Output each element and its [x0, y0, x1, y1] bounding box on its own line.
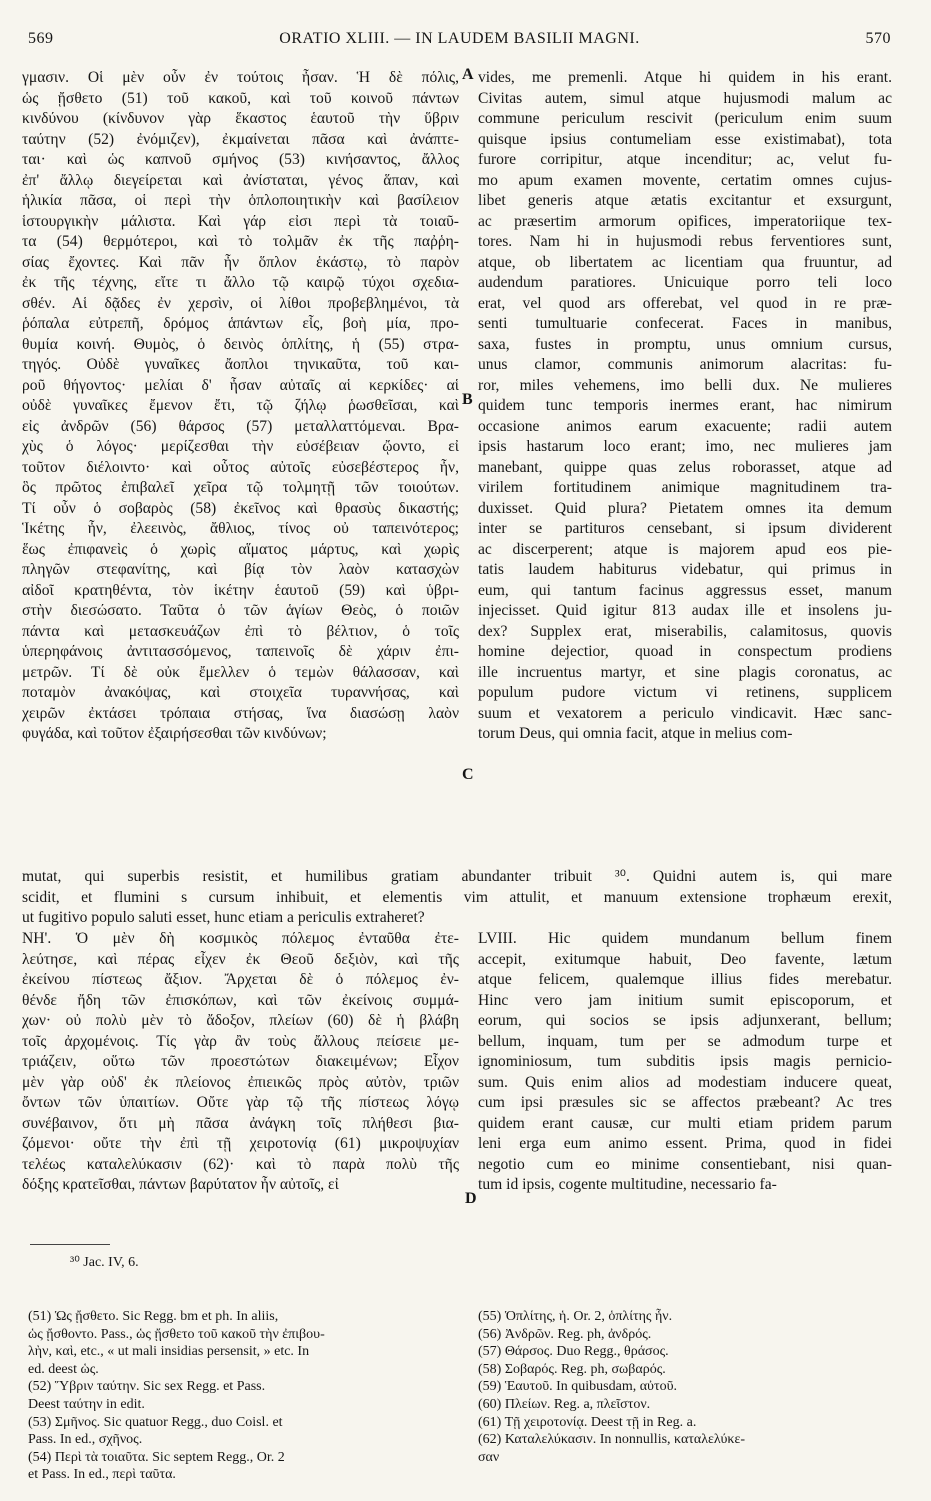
greek-line: χων· οὐ πολὺ μὲν τὸ ἄδοξον, πλείων (60) δὲ ἡ βλάβη	[22, 1012, 459, 1029]
greek-line: τοῖς ἀρχομένοις. Τίς γὰρ ἂν τοὺς ἄλλους πείσειε με-	[22, 1032, 459, 1050]
latin-line: suum et vexatorem a periculo vindicavit. Hæc sanc-	[478, 704, 892, 722]
latin-line: unus clamor, communis animorum alacritas: fu-	[478, 356, 892, 373]
latin-line: Hinc vero jam initium sumit episcoporum, et	[478, 991, 892, 1009]
latin-line: occasione animos earum exacuente; radii autem	[478, 417, 892, 435]
margin-marker-b: B	[462, 391, 473, 408]
greek-line: δόξης κρατεῖσθαι, πάντων βαρύτατον ἦν αὐτοῖς, εἰ	[22, 1176, 339, 1193]
greek-line: μετρῶν. Τί δὲ οὐκ ἔμελλεν ὁ τεμὼν θάλασσαν, καὶ	[22, 663, 459, 681]
margin-marker-a: A	[462, 66, 474, 83]
latin-line: LVIII. Hic quidem mundanum bellum finem	[478, 930, 892, 947]
greek-line: συνέβαινον, ὅτι μὴ πᾶσα ἀνάγκη τοῖς πλήθεσι βια-	[22, 1114, 459, 1132]
greek-line: σίας ἔχοντες. Καὶ πᾶν ἦν ὅπλον ἑκάστῳ, τὸ παρὸν	[22, 253, 459, 271]
full-width-latin-text	[22, 867, 892, 929]
latin-line: Civitas autem, simul atque hujusmodi malum ac	[478, 89, 892, 107]
latin-line: populum pudore victum vi retinens, supplicem	[478, 684, 892, 701]
latin-line: injecisset. Quid igitur 813 audax ille et insolens ju-	[478, 602, 892, 619]
greek-line: ταύτην (52) ἐνόμιζεν), ἐκμαίνεται πᾶσα καὶ ἀνάπτε-	[22, 130, 459, 148]
footnote-line: (58) Σοβαρός. Reg. ph, σωβαρός.	[478, 1361, 666, 1377]
greek-line: Τί οὖν ὁ σοβαρὸς (58) ἐκεῖνος καὶ θρασὺς δικαστής;	[22, 499, 459, 517]
greek-line: χὺς ὁ λόγος· μερίζεσθαι τὴν εὐσέβειαν ᾤοντο, εἰ	[22, 438, 459, 455]
greek-line: γμασιν. Οἱ μὲν οὖν ἐν τούτοις ἦσαν. Ἡ δὲ πόλις,	[22, 69, 459, 86]
greek-line: ἐπ' ἄλλῳ διεγείρεται καὶ ἀνίσταται, γένος ἅπαν, καὶ	[22, 171, 459, 189]
footnote-line: Deest ταύτην in edit.	[28, 1396, 145, 1412]
greek-line: ποταμὸν ἀνακόψας, καὶ στοιχεῖα τυραννήσας, καὶ	[22, 684, 459, 701]
full-width-line: mutat, qui superbis resistit, et humilibus gratiam abundanter tribuit ³⁰. Quidni autem is, qui mare	[22, 868, 892, 885]
greek-line: ὄντων τῶν ὑπαιτίων. Οὔτε γὰρ τῷ τῆς πίστεως λόγῳ	[22, 1094, 459, 1111]
greek-line: τριάζειν, οὕτω τῶν προεστώτων διακειμένων; Εἶχον	[22, 1053, 459, 1070]
page-header	[28, 30, 891, 56]
latin-line: ipsis hastarum loco erant; imo, nec mulieres jam	[478, 438, 892, 455]
footnote-line: (55) Ὁπλίτης, ἡ. Or. 2, ὁπλίτης ἦν.	[478, 1309, 673, 1324]
footnote-line: (59) Ἑαυτοῦ. In quibusdam, αὐτοῦ.	[478, 1379, 678, 1395]
latin-line: furore corripitur, atque incenditur; ac, velut fu-	[478, 151, 892, 168]
greek-line: ροῦ θήγοντος· μελίαι δ' ἦσαν αὐταῖς αἱ κερκίδες· αἱ	[22, 376, 459, 394]
full-width-line: scidit, et flumini s cursum inhibuit, et elementis vim attulit, et manuum extensione trophæum erexit,	[22, 888, 892, 906]
latin-line: negotio cum eo minime consentiebant, nisi quan-	[478, 1155, 892, 1173]
latin-line: saxa, fustes in promptu, unus omnium cursus,	[478, 335, 892, 353]
footnote-line: σαν	[478, 1449, 500, 1465]
greek-line: τηγός. Οὐδὲ γυναῖκες ἄοπλοι τηνικαῦτα, τοῦ και-	[22, 356, 459, 373]
greek-text-column-section-58	[22, 929, 459, 1196]
latin-line: ignominiosum, tum subditis ipsis magis pernicio-	[478, 1053, 892, 1070]
latin-line: commune periculum rescivit (periculum enim suum	[478, 110, 892, 127]
latin-line: eorum, qui socios se ipsis adjunxerant, bellum;	[478, 1012, 892, 1029]
greek-line: ἕως ἐπιφανεὶς ὁ χωρὶς αἵματος μάρτυς, καὶ χωρὶς	[22, 540, 459, 558]
greek-line: κινδύνου (κίνδυνον γὰρ ἕκαστος ἑαυτοῦ τὴν ὕβριν	[22, 110, 459, 127]
latin-text-column	[478, 68, 892, 745]
greek-line: πάντα καὶ μετασκευάζων ἐπὶ τὸ βέλτιον, ὁ τοῖς	[22, 622, 459, 640]
latin-line: vides, me premenli. Atque hi quidem in his erant.	[478, 69, 892, 86]
greek-line: ζόμενοι· οὔτε τὴν ἐπὶ τῇ χειροτονίᾳ (61) μικροψυχίαν	[22, 1135, 459, 1152]
greek-line: τα (54) θερμότεροι, καὶ τὸ τολμᾶν ἐκ τῆς παῤῥη-	[22, 233, 459, 250]
latin-line: manebant, quippe quas zelus roborasset, atque ad	[478, 458, 892, 476]
footnote-line: (57) Θάρσος. Duo Regg., θράσος.	[478, 1344, 669, 1360]
footnote-line: (60) Πλείων. Reg. a, πλεῖστον.	[478, 1396, 651, 1412]
latin-line: duxisset. Quid plura? Pietatem omnes ita demum	[478, 499, 892, 517]
latin-line: inter se partituros censebant, si ipsum dividerent	[478, 520, 892, 537]
greek-line: ῥόπαλα εὐτρεπῆ, δρόμος ἁπάντων εἷς, βοὴ μία, προ-	[22, 315, 459, 332]
left-page-number: 569	[28, 30, 54, 47]
greek-line: φυγάδα, καὶ τοῦτον ἐξαιρήσεσθαι τῶν κινδύνων;	[22, 725, 327, 742]
margin-marker-d: D	[465, 1190, 477, 1207]
full-width-line: ut fugitivo populo saluti esset, hunc etiam a periculis extraheret?	[22, 909, 425, 926]
latin-line: virilem fortitudinem animique magnitudinem tra-	[478, 479, 892, 496]
greek-line: ΝΗ'. Ὁ μὲν δὴ κοσμικὸς πόλεμος ἐνταῦθα ἐτε-	[22, 930, 459, 947]
greek-line: αἰδοῖ κρατηθέντα, τὸν ἱκέτην ἑαυτοῦ (59) καὶ ὑβρι-	[22, 581, 459, 599]
greek-line: ἡλικία πᾶσα, οἱ περὶ τὴν ὁπλοποιητικὴν καὶ βασίλειον	[22, 192, 459, 209]
greek-line: θένδε ἤδη τῶν ἐπισκόπων, καὶ τῶν ἐκείνοις συμμά-	[22, 991, 459, 1009]
footnote-line: ὡς ᾔσθοντο. Pass., ὡς ᾔσθετο τοῦ κακοῦ τὴν ἐπιβου-	[28, 1326, 325, 1342]
greek-line: ἱστουργικὴν μάλιστα. Καὶ γάρ εἰσι περὶ τὰ τοιαῦ-	[22, 212, 459, 230]
latin-line: ac præsertim armorum opifices, imperatoriique tex-	[478, 212, 892, 230]
latin-line: quisque ipsius contumeliam esse existimabat), tota	[478, 130, 892, 148]
footnote-line: (54) Περὶ τὰ τοιαῦτα. Sic septem Regg., Or. 2	[28, 1449, 285, 1465]
latin-line: dex? Supplex erat, miserabilis, calamitosus, quovis	[478, 622, 892, 640]
greek-line: χειρῶν ἐκτάσει τρόπαια στήσας, ἵνα διασώσῃ λαὸν	[22, 704, 459, 722]
greek-line: ἐκείνου πίστεως ἄξιον. Ἄρχεται δὲ ὁ πόλεμος ἐν-	[22, 971, 459, 988]
greek-line: ὑπερηφάνοις ἀντιτασσόμενος, ταπεινοῖς δὲ χάριν ἐπι-	[22, 643, 459, 660]
latin-line: mo apum examen movente, certatim omnes cujus-	[478, 171, 892, 189]
greek-line: τοῦτον διέλοιντο· καὶ οὗτος αὐτοῖς εὐσεβέστερος ἦν,	[22, 458, 459, 476]
latin-line: quidem tunc temporis inermes erant, hac nimirum	[478, 397, 892, 414]
latin-line: tores. Nam hi in hujusmodi rebus ferventiores sunt,	[478, 233, 892, 250]
latin-line: homine dejectior, quoad in conspectum prodiens	[478, 643, 892, 660]
greek-line: εἰς ἀνδρῶν (56) θάρσος (57) μεταλλαττόμεναι. Βρα-	[22, 417, 459, 435]
greek-line: μὲν γὰρ οὐδ' ἐκ πλείονος ἐπιεικῶς πρὸς αὐτὸν, τριῶν	[22, 1073, 459, 1091]
greek-text-column	[22, 68, 459, 745]
latin-line: ror, miles vehemens, imo belli dux. Ne mulieres	[478, 376, 892, 394]
footnote-line: Pass. In ed., σχῆνος.	[28, 1432, 143, 1448]
latin-line: atque felicem, qualemque illius fides merebatur.	[478, 971, 892, 988]
latin-line: sum. Quis enim alios ad modestiam inducere queat,	[478, 1073, 892, 1091]
greek-line: στὴν διεσώσατο. Ταῦτα ὁ τῶν ἁγίων Θεὸς, ὁ ποιῶν	[22, 602, 459, 619]
greek-line: λεύτησε, καὶ πέρας εἶχεν ἐκ Θεοῦ δεξιὸν, καὶ τῆς	[22, 950, 459, 968]
scripture-footnote: ³⁰ Jac. IV, 6.	[70, 1255, 139, 1270]
latin-line: eum, qui tantum facinus aggressus esset, manum	[478, 581, 892, 599]
footnotes-right	[478, 1308, 898, 1466]
latin-line: cum ipsi præsules sic se affectos præbeant? Ac tres	[478, 1094, 892, 1111]
greek-line: θυμία κοινή. Θυμὸς, ὁ δεινὸς ὁπλίτης, ἡ (55) στρα-	[22, 335, 459, 353]
footnotes-left	[28, 1308, 458, 1484]
greek-line: σθέν. Αἱ δᾷδες ἐν χερσὶν, οἱ λίθοι προβεβλημένοι, τὰ	[22, 294, 459, 312]
greek-line: Ἱκέτης ἦν, ἐλεεινὸς, ἄθλιος, τίνος οὐ ταπεινότερος;	[22, 520, 459, 537]
greek-line: τελέως καταλελύκασιν (62)· καὶ τὸ παρὰ πολὺ τῆς	[22, 1155, 459, 1173]
latin-line: tum id ipsis, cogente multitudine, necessario fa-	[478, 1176, 777, 1193]
footnote-line: (61) Τῇ χειροτονίᾳ. Deest τῇ in Reg. a.	[478, 1414, 697, 1430]
latin-line: accepit, exitumque habuit, Deo favente, lætum	[478, 950, 892, 968]
latin-line: libet generis atque ætatis excitantur et exsurgunt,	[478, 192, 892, 209]
greek-line: ται· καὶ ὡς καπνοῦ σμήνος (53) κινήσαντος, ἄλλος	[22, 151, 459, 168]
margin-marker-c: C	[462, 766, 474, 783]
footnote-line: (56) Ἀνδρῶν. Reg. ph, ἀνδρός.	[478, 1326, 652, 1342]
greek-line: οὐδὲ γυναῖκες ἔμενον ἔτι, τῷ ζήλῳ ῥωσθεῖσαι, καὶ	[22, 397, 459, 414]
latin-line: torum Deus, qui omnia facit, atque in melius com-	[478, 725, 793, 742]
footnote-line: (52) Ὕβριν ταύτην. Sic sex Regg. et Pass.	[28, 1379, 266, 1395]
latin-text-column-section-58	[478, 929, 892, 1196]
latin-line: ille incruentus martyr, et sine plagis coronatus, ac	[478, 663, 892, 681]
latin-line: erat, vel quod ars offerebat, vel quod in re præ-	[478, 294, 892, 312]
greek-line: ἐκ τῆς τέχνης, εἴτε τι ἄλλο τῷ καιρῷ τύχοι σχεδια-	[22, 274, 459, 291]
greek-line: ὡς ᾔσθετο (51) τοῦ κακοῦ, καὶ τοῦ κοινοῦ πάντων	[22, 89, 459, 107]
footnote-separator	[30, 1244, 110, 1245]
latin-line: ac discerperent; atque is majorem apud eos pie-	[478, 540, 892, 558]
footnote-line: (51) Ὡς ᾔσθετο. Sic Regg. bm et ph. In aliis,	[28, 1309, 279, 1324]
footnote-line: ed. deest ὡς.	[28, 1361, 99, 1377]
footnote-line: et Pass. In ed., περὶ ταῦτα.	[28, 1467, 176, 1483]
latin-line: senti tumultuarie confecerat. Faces in manibus,	[478, 315, 892, 332]
latin-line: bellum, inquam, tum per se admodum turpe et	[478, 1032, 892, 1050]
right-page-number: 570	[865, 30, 891, 47]
latin-line: quidem erant causæ, cur multi etiam pridem parum	[478, 1114, 892, 1132]
latin-line: atque, ob libertatem ac licentiam qua fruuntur, ad	[478, 253, 892, 271]
footnote-line: (53) Σμῆνος. Sic quatuor Regg., duo Coisl. et	[28, 1414, 283, 1430]
latin-line: audendum paratiores. Unicuique porro teli loco	[478, 274, 892, 291]
greek-line: ὃς πρῶτος ἐπιβαλεῖ χεῖρα τῷ τολμητῇ τῶν τοιούτων.	[22, 479, 459, 496]
footnote-line: λὴν, καὶ, etc., « ut mali insidias persensit, » etc. In	[28, 1344, 310, 1360]
latin-line: tatis laudem habiturus videbatur, qui primus in	[478, 561, 892, 578]
footnote-line: (62) Καταλελύκασιν. In nonnullis, καταλελύκε-	[478, 1432, 745, 1448]
latin-line: leni erga eum animo essent. Prima, quod in fidei	[478, 1135, 892, 1152]
greek-line: πληγῶν στεφανίτης, καὶ βίᾳ τὸν λαὸν κατασχὼν	[22, 561, 459, 578]
running-title: ORATIO XLIII. — IN LAUDEM BASILII MAGNI.	[279, 30, 640, 47]
